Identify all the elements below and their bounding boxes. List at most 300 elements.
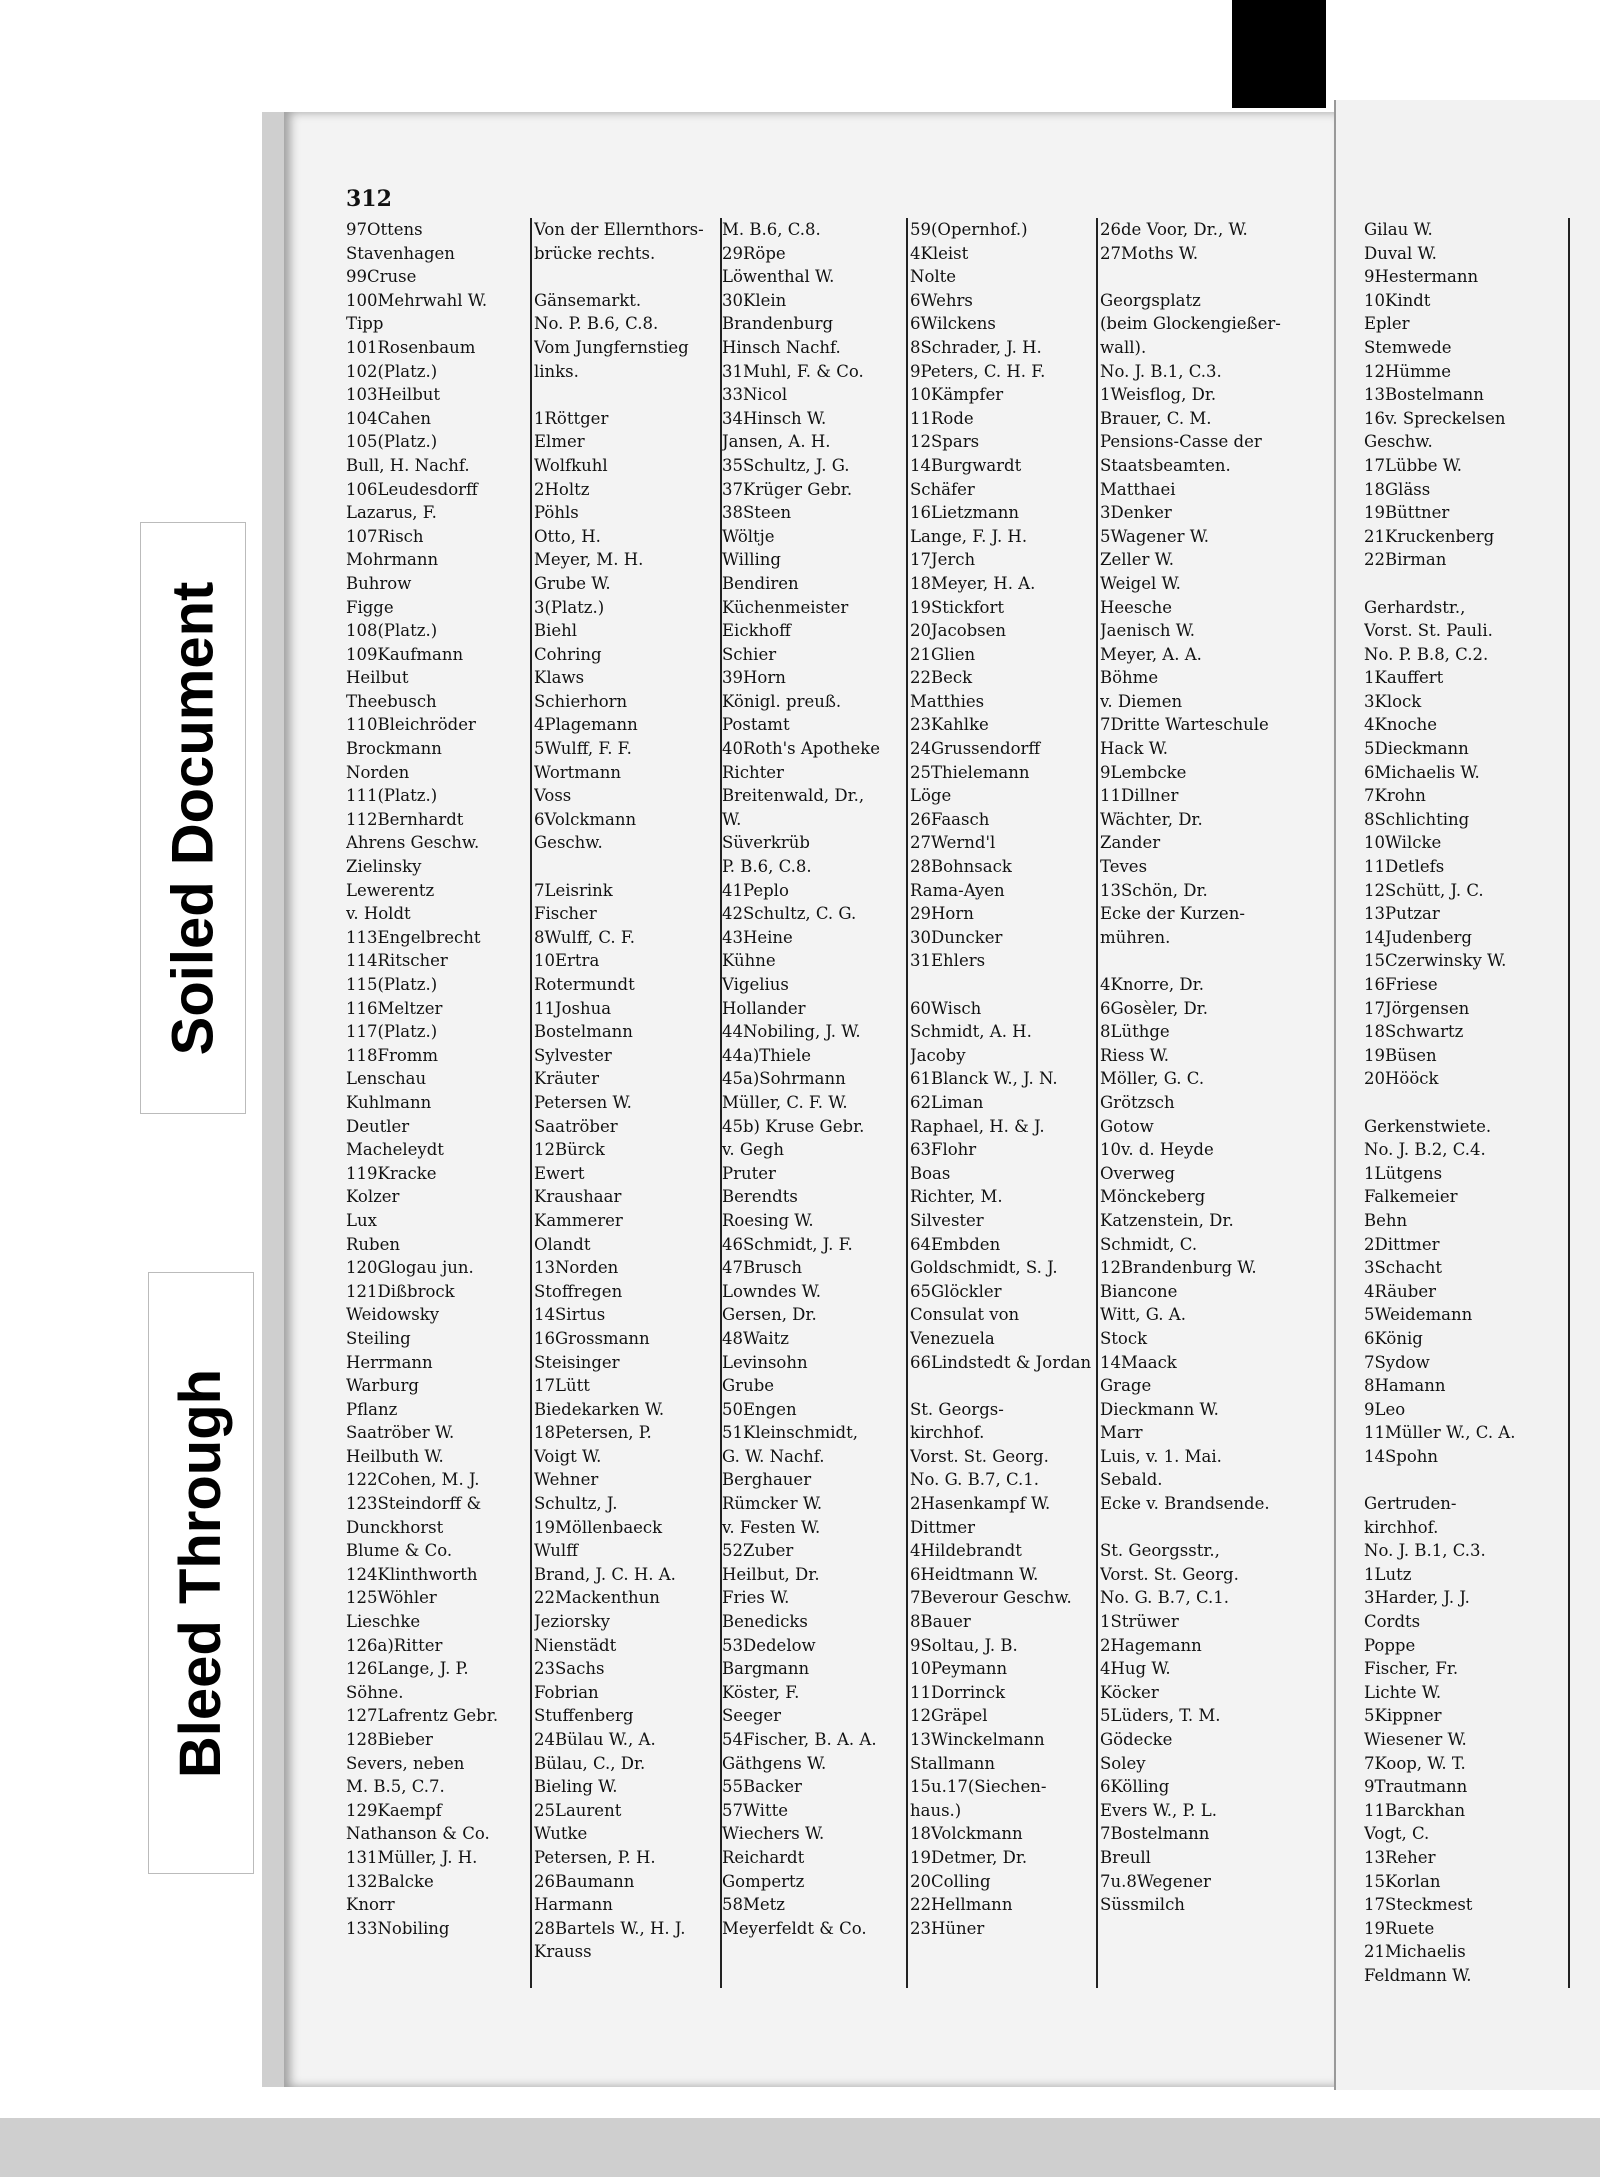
directory-entry: 20Colling: [910, 1871, 991, 1891]
directory-entry: 16Lietzmann: [910, 503, 1020, 523]
directory-entry: Behn: [1364, 1210, 1408, 1230]
directory-entry: G. W. Nachf.: [722, 1446, 825, 1466]
directory-entry: 17Jerch: [910, 550, 976, 570]
directory-entry: 17Lübbe W.: [1364, 455, 1463, 475]
directory-entry: 11Dorrinck: [910, 1682, 1006, 1702]
directory-entry: 119Kracke: [346, 1163, 437, 1183]
directory-entry: Gäthgens W.: [722, 1753, 827, 1773]
directory-entry: [534, 265, 714, 289]
directory-entry: 21Michaelis: [1364, 1942, 1466, 1962]
directory-entry: Ahrens Geschw.: [346, 833, 480, 853]
directory-entry: Voigt W.: [534, 1446, 602, 1466]
column-rule: [1568, 218, 1570, 1988]
directory-entry: [1100, 1516, 1285, 1540]
directory-entry: 18Schwartz: [1364, 1022, 1464, 1042]
directory-entry: v. Gegh: [722, 1140, 784, 1160]
bleed-through-label: [148, 1272, 254, 1874]
directory-entry: 129Kaempf: [346, 1800, 442, 1820]
directory-entry: kirchhof.: [910, 1423, 985, 1443]
directory-entry: Bülau, C., Dr.: [534, 1753, 646, 1773]
directory-entry: 4Knoche: [1364, 715, 1438, 735]
directory-entry: 8Hamann: [1364, 1376, 1446, 1396]
directory-entry: 133Nobiling: [346, 1918, 450, 1938]
soiled-document-text: Soiled Document: [160, 581, 226, 1055]
directory-entry: 110Bleichröder: [346, 715, 476, 735]
directory-entry: Zielinsky: [346, 857, 422, 877]
directory-entry: Dieckmann W.: [1100, 1399, 1219, 1419]
directory-entry: Steisinger: [534, 1352, 620, 1372]
directory-entry: Geschw.: [1364, 432, 1433, 452]
directory-entry: 13Bostelmann: [1364, 385, 1484, 405]
directory-entry: Silvester: [910, 1210, 984, 1230]
directory-entry: Mönckeberg: [1100, 1187, 1206, 1207]
directory-entry: 15Korlan: [1364, 1871, 1441, 1891]
directory-entry: Zeller W.: [1100, 550, 1175, 570]
directory-entry: Venezuela: [910, 1328, 995, 1348]
directory-entry: 18Volckmann: [910, 1824, 1023, 1844]
directory-entry: kirchhof.: [1364, 1517, 1439, 1537]
directory-entry: Rotermundt: [534, 975, 635, 994]
directory-entry: Heilbut, Dr.: [722, 1564, 820, 1584]
column-rule: [1096, 218, 1098, 1988]
directory-entry: Löge: [910, 786, 952, 806]
directory-entry: Brauer, C. M.: [1100, 408, 1212, 428]
directory-entry: Lieschke: [346, 1612, 421, 1632]
directory-entry: No. J. B.2, C.4.: [1364, 1140, 1486, 1160]
directory-entry: 8Lüthge: [1100, 1022, 1170, 1042]
directory-entry: 20Jacobsen: [910, 621, 1007, 641]
directory-entry: Lewerentz: [346, 880, 435, 900]
directory-entry: No. P. B.8, C.2.: [1364, 644, 1489, 664]
directory-entry: Grube: [722, 1376, 775, 1396]
directory-entry: 4Räuber: [1364, 1281, 1436, 1301]
page-number: 312: [346, 186, 392, 212]
directory-entry: Jeziorsky: [534, 1612, 610, 1632]
directory-entry: 1Lutz: [1364, 1564, 1412, 1584]
directory-entry: Cordts: [1364, 1612, 1421, 1632]
directory-entry: 44a)Thiele: [722, 1045, 811, 1065]
directory-entry: No. J. B.1, C.3.: [1364, 1541, 1486, 1561]
directory-column-4: [910, 218, 1096, 1998]
directory-entry: Bull, H. Nachf.: [346, 455, 470, 475]
directory-entry: 8Bauer: [910, 1612, 971, 1632]
directory-entry: Lenschau: [346, 1069, 427, 1089]
directory-entry: Köster, F.: [722, 1682, 800, 1702]
directory-entry: 4Plagemann: [534, 715, 638, 735]
directory-entry: St. Georgs-: [910, 1399, 1004, 1419]
directory-entry: Breull: [1100, 1847, 1151, 1867]
directory-entry: Knorr: [346, 1895, 395, 1915]
directory-entry: Ecke v. Brandsende.: [1100, 1494, 1270, 1514]
directory-entry: Fischer: [534, 904, 597, 924]
directory-entry: 26de Voor, Dr., W.: [1100, 220, 1248, 239]
directory-entry: Ruben: [346, 1234, 401, 1254]
directory-entry: Geschw.: [534, 833, 603, 853]
directory-entry: 103Heilbut: [346, 385, 441, 405]
directory-entry: Gerhardstr.,: [1364, 597, 1466, 617]
directory-entry: 23Hüner: [910, 1918, 985, 1938]
directory-entry: 14Burgwardt: [910, 455, 1022, 475]
column-rule: [906, 218, 908, 1988]
directory-entry: Jacoby: [910, 1045, 966, 1065]
directory-entry: 15u.17(Siechen-: [910, 1777, 1047, 1797]
directory-entry: Nienstädt: [534, 1635, 617, 1655]
directory-entry: No. P. B.6, C.8.: [534, 314, 659, 334]
directory-entry: Eickhoff: [722, 621, 791, 641]
directory-entry: 2Holtz: [534, 479, 590, 499]
directory-entry: wall).: [1100, 337, 1147, 357]
directory-entry: 35Schultz, J. G.: [722, 455, 850, 475]
directory-entry: Biancone: [1100, 1281, 1178, 1301]
directory-entry: 3Klock: [1364, 691, 1422, 711]
directory-entry: Kammerer: [534, 1210, 623, 1230]
directory-entry: haus.): [910, 1800, 962, 1820]
directory-entry: 25Thielemann: [910, 762, 1030, 782]
directory-entry: 6König: [1364, 1328, 1423, 1348]
directory-entry: 12Schütt, J. C.: [1364, 880, 1484, 900]
directory-entry: 7Bostelmann: [1100, 1824, 1210, 1844]
directory-entry: 28Bohnsack: [910, 857, 1012, 877]
directory-entry: 10Kämpfer: [910, 385, 1004, 405]
directory-entry: Schmidt, C.: [1100, 1234, 1198, 1254]
directory-entry: 22Beck: [910, 668, 973, 688]
directory-entry: Krauss: [534, 1942, 592, 1962]
directory-entry: Stemwede: [1364, 337, 1452, 357]
directory-entry: 22Hellmann: [910, 1895, 1013, 1915]
directory-entry: 7Beverour Geschw.: [910, 1588, 1072, 1608]
directory-entry: Levinsohn: [722, 1352, 808, 1372]
directory-entry: 17Lütt: [534, 1376, 590, 1396]
directory-entry: Seeger: [722, 1706, 782, 1726]
directory-entry: 122Cohen, M. J.: [346, 1470, 480, 1490]
directory-entry: Mohrmann: [346, 550, 439, 570]
directory-entry: 28Bartels W., H. J.: [534, 1918, 686, 1938]
directory-entry: Tipp: [346, 314, 384, 334]
directory-entry: 2Dittmer: [1364, 1234, 1440, 1254]
directory-entry: 19Büsen: [1364, 1045, 1437, 1065]
directory-entry: 45b) Kruse Gebr.: [722, 1116, 865, 1136]
directory-entry: 5Wagener W.: [1100, 526, 1210, 546]
directory-entry: Wächter, Dr.: [1100, 809, 1203, 829]
directory-entry: 14Sirtus: [534, 1305, 606, 1325]
directory-entry: 2Hasenkampf W.: [910, 1494, 1051, 1514]
directory-entry: Katzenstein, Dr.: [1100, 1210, 1234, 1230]
directory-entry: Vogt, C.: [1364, 1824, 1430, 1844]
directory-entry: 7u.8Wegener: [1100, 1871, 1211, 1891]
directory-entry: Breitenwald, Dr.,: [722, 786, 865, 806]
directory-entry: Wulff: [534, 1541, 578, 1561]
directory-entry: Epler: [1364, 314, 1410, 334]
directory-entry: Heilbut: [346, 668, 409, 688]
directory-entry: Böhme: [1100, 668, 1159, 688]
directory-entry: Goldschmidt, S. J.: [910, 1258, 1058, 1278]
directory-entry: 13Winckelmann: [910, 1730, 1045, 1749]
directory-entry: Witt, G. A.: [1100, 1305, 1186, 1325]
directory-entry: 30Duncker: [910, 927, 1003, 947]
directory-entry: 108(Platz.): [346, 621, 438, 641]
directory-entry: 6Gosèler, Dr.: [1100, 998, 1208, 1018]
directory-entry: [1100, 265, 1285, 289]
directory-entry: 31Muhl, F. & Co.: [722, 361, 864, 381]
directory-entry: 117(Platz.): [346, 1022, 438, 1042]
directory-entry: 102(Platz.): [346, 361, 438, 381]
directory-entry: Süssmilch: [1100, 1895, 1185, 1915]
directory-entry: 114Ritscher: [346, 951, 448, 971]
directory-entry: 5Lüders, T. M.: [1100, 1706, 1221, 1726]
directory-entry: W.: [722, 809, 742, 829]
directory-entry: 53Dedelow: [722, 1635, 816, 1655]
directory-entry: 6Wilckens: [910, 314, 996, 334]
directory-entry: 64Embden: [910, 1234, 1001, 1254]
directory-entry: 61Blanck W., J. N.: [910, 1069, 1058, 1089]
directory-entry: 29Röpe: [722, 243, 786, 263]
directory-entry: 7Krohn: [1364, 786, 1426, 806]
directory-entry: 66Lindstedt & Jordan: [910, 1352, 1092, 1372]
directory-entry: Heilbuth W.: [346, 1446, 444, 1466]
directory-entry: 13Norden: [534, 1258, 619, 1278]
directory-entry: Biedekarken W.: [534, 1399, 665, 1419]
directory-entry: Gersen, Dr.: [722, 1305, 817, 1325]
directory-entry: Königl. preuß.: [722, 691, 842, 711]
directory-entry: Matthies: [910, 691, 985, 711]
directory-entry: 127Lafrentz Gebr.: [346, 1706, 499, 1726]
directory-entry: 65Glöckler: [910, 1281, 1002, 1301]
directory-entry: brücke rechts.: [534, 243, 656, 263]
directory-entry: 1Röttger: [534, 408, 609, 428]
directory-entry: 7Dritte Warteschule: [1100, 715, 1269, 735]
directory-entry: 17Steckmest: [1364, 1895, 1473, 1915]
directory-entry: 16Grossmann: [534, 1328, 650, 1348]
directory-entry: Matthaei: [1100, 479, 1176, 499]
directory-entry: 14Maack: [1100, 1352, 1177, 1372]
directory-entry: 33Nicol: [722, 385, 788, 405]
directory-entry: Gerkenstwiete.: [1364, 1116, 1492, 1136]
directory-entry: 21Glien: [910, 644, 976, 664]
directory-entry: 19Ruete: [1364, 1918, 1435, 1938]
directory-entry: Grage: [1100, 1376, 1152, 1396]
directory-entry: 18Meyer, H. A.: [910, 573, 1036, 593]
directory-entry: 1Weisflog, Dr.: [1100, 385, 1217, 405]
directory-entry: Consulat von: [910, 1305, 1020, 1325]
directory-entry: Sebald.: [1100, 1470, 1163, 1490]
directory-entry: [534, 383, 714, 407]
directory-entry: Warburg: [346, 1376, 419, 1396]
directory-entry: Zander: [1100, 833, 1161, 853]
directory-entry: Bargmann: [722, 1659, 810, 1679]
directory-entry: Lange, F. J. H.: [910, 526, 1028, 546]
directory-entry: Rama-Ayen: [910, 880, 1005, 900]
bleed-through-text: Bleed Through: [168, 1368, 234, 1778]
directory-entry: Poppe: [1364, 1635, 1416, 1655]
directory-entry: 16Friese: [1364, 975, 1438, 994]
directory-entry: 4Hildebrandt: [910, 1541, 1022, 1561]
directory-entry: 10Ertra: [534, 951, 600, 971]
directory-entry: Meyer, A. A.: [1100, 644, 1202, 664]
directory-entry: 3(Platz.): [534, 597, 605, 617]
directory-entry: 9Leo: [1364, 1399, 1406, 1419]
directory-entry: No. J. B.1, C.3.: [1100, 361, 1222, 381]
directory-entry: 4Knorre, Dr.: [1100, 975, 1204, 994]
directory-entry: 126Lange, J. P.: [346, 1659, 469, 1679]
directory-entry: 106Leudesdorff: [346, 479, 478, 499]
directory-entry: 5Weidemann: [1364, 1305, 1473, 1325]
directory-entry: 23Sachs: [534, 1659, 605, 1679]
directory-entry: Richter, M.: [910, 1187, 1003, 1207]
directory-entry: Wehner: [534, 1470, 599, 1490]
directory-entry: [910, 1374, 1096, 1398]
directory-entry: 27Moths W.: [1100, 243, 1199, 263]
directory-entry: Lazarus, F.: [346, 503, 437, 523]
directory-entry: Roesing W.: [722, 1210, 814, 1230]
directory-entry: 112Bernhardt: [346, 809, 464, 829]
directory-entry: Löwenthal W.: [722, 267, 835, 287]
directory-entry: 126a)Ritter: [346, 1635, 443, 1655]
directory-entry: 31Ehlers: [910, 951, 986, 971]
directory-entry: Stallmann: [910, 1753, 996, 1773]
directory-entry: Hollander: [722, 998, 806, 1018]
directory-entry: Biehl: [534, 621, 578, 641]
directory-entry: 4Kleist: [910, 243, 969, 263]
directory-entry: 116Meltzer: [346, 998, 443, 1018]
directory-entry: Saatröber: [534, 1116, 618, 1136]
directory-entry: 24Grussendorff: [910, 739, 1041, 759]
directory-entry: Pflanz: [346, 1399, 398, 1419]
directory-entry: Gotow: [1100, 1116, 1154, 1136]
directory-entry: 97Ottens: [346, 220, 423, 239]
directory-entry: 5Kippner: [1364, 1706, 1442, 1726]
directory-entry: Hack W.: [1100, 739, 1169, 759]
directory-entry: Steiling: [346, 1328, 411, 1348]
directory-entry: 11Rode: [910, 408, 974, 428]
directory-entry: 17Jörgensen: [1364, 998, 1470, 1018]
directory-entry: Georgsplatz: [1100, 290, 1201, 310]
directory-column-3: [722, 218, 902, 1998]
directory-entry: Möller, G. C.: [1100, 1069, 1205, 1089]
directory-entry: 3Denker: [1100, 503, 1172, 523]
directory-entry: 6Volckmann: [534, 809, 637, 829]
directory-entry: 27Wernd'l: [910, 833, 996, 853]
directory-entry: Willing: [722, 550, 781, 570]
directory-entry: 54Fischer, B. A. A.: [722, 1730, 877, 1749]
directory-entry: Söhne.: [346, 1682, 404, 1702]
directory-entry: Vorst. St. Georg.: [1100, 1564, 1239, 1584]
directory-entry: 7Koop, W. T.: [1364, 1753, 1466, 1773]
directory-entry: v. Holdt: [346, 904, 411, 924]
directory-entry: Staatsbeamten.: [1100, 455, 1231, 475]
directory-entry: 8Schrader, J. H.: [910, 337, 1042, 357]
directory-entry: 10Wilcke: [1364, 833, 1442, 853]
directory-entry: 15Czerwinsky W.: [1364, 951, 1507, 971]
directory-entry: 47Brusch: [722, 1258, 802, 1278]
directory-entry: 109Kaufmann: [346, 644, 464, 664]
directory-entry: 11Joshua: [534, 998, 612, 1018]
directory-entry: [534, 855, 714, 879]
directory-entry: 12Hümme: [1364, 361, 1452, 381]
directory-entry: Falkemeier: [1364, 1187, 1458, 1207]
directory-entry: Stoffregen: [534, 1281, 623, 1301]
directory-entry: 21Kruckenberg: [1364, 526, 1495, 546]
directory-entry: Fobrian: [534, 1682, 599, 1702]
directory-entry: 1Strüwer: [1100, 1612, 1179, 1632]
directory-entry: 5Dieckmann: [1364, 739, 1469, 759]
directory-entry: 22Mackenthun: [534, 1588, 660, 1608]
directory-entry: Boas: [910, 1163, 951, 1183]
directory-entry: 10Kindt: [1364, 290, 1431, 310]
directory-entry: 12Brandenburg W.: [1100, 1258, 1257, 1278]
directory-entry: 124Klinthworth: [346, 1564, 478, 1584]
directory-entry: 40Roth's Apotheke: [722, 739, 881, 759]
directory-entry: Gertruden-: [1364, 1494, 1457, 1514]
directory-entry: Grube W.: [534, 573, 611, 593]
directory-entry: Nolte: [910, 267, 957, 287]
directory-entry: Severs, neben: [346, 1753, 465, 1773]
directory-entry: Theebusch: [346, 691, 437, 711]
directory-entry: (beim Glockengießer-: [1100, 314, 1281, 334]
directory-entry: Berghauer: [722, 1470, 812, 1490]
directory-entry: 9Peters, C. H. F.: [910, 361, 1046, 381]
directory-entry: 7Sydow: [1364, 1352, 1430, 1372]
directory-entry: Meyer, M. H.: [534, 550, 644, 570]
directory-entry: 123Steindorff &: [346, 1494, 482, 1514]
directory-entry: 111(Platz.): [346, 786, 438, 806]
column-rule: [530, 218, 532, 1988]
directory-entry: Lux: [346, 1210, 377, 1230]
directory-entry: 48Waitz: [722, 1328, 789, 1348]
directory-entry: Kraushaar: [534, 1187, 622, 1207]
directory-entry: 113Engelbrecht: [346, 927, 481, 947]
directory-entry: Schultz, J.: [534, 1494, 618, 1514]
directory-entry: Cohring: [534, 644, 602, 664]
directory-entry: M. B.5, C.7.: [346, 1777, 445, 1797]
directory-entry: 42Schultz, C. G.: [722, 904, 857, 924]
directory-entry: Süverkrüb: [722, 833, 810, 853]
directory-entry: Petersen, P. H.: [534, 1847, 656, 1867]
directory-entry: Wiesener W.: [1364, 1730, 1467, 1749]
directory-entry: 38Steen: [722, 503, 792, 523]
directory-entry: 57Witte: [722, 1800, 788, 1820]
directory-entry: Stavenhagen: [346, 243, 455, 263]
directory-entry: Vorst. St. Pauli.: [1364, 621, 1493, 641]
directory-entry: 132Balcke: [346, 1871, 434, 1891]
directory-entry: 60Wisch: [910, 998, 982, 1018]
directory-entry: Dittmer: [910, 1517, 976, 1537]
directory-entry: 14Spohn: [1364, 1446, 1439, 1466]
directory-entry: 63Flohr: [910, 1140, 977, 1160]
directory-entry: 46Schmidt, J. F.: [722, 1234, 853, 1254]
directory-entry: Schäfer: [910, 479, 975, 499]
directory-entry: Marr: [1100, 1423, 1143, 1443]
directory-column-2: [534, 218, 714, 1998]
directory-entry: Deutler: [346, 1116, 410, 1136]
directory-entry: Feldmann W.: [1364, 1965, 1472, 1985]
directory-entry: Figge: [346, 597, 394, 617]
directory-entry: 6Heidtmann W.: [910, 1564, 1039, 1584]
directory-entry: 18Petersen, P.: [534, 1423, 652, 1443]
directory-entry: Norden: [346, 762, 410, 782]
directory-entry: 13Reher: [1364, 1847, 1436, 1867]
directory-entry: Ewert: [534, 1163, 585, 1183]
directory-entry: 16v. Spreckelsen: [1364, 408, 1506, 428]
directory-entry: 6Wehrs: [910, 290, 973, 310]
directory-entry: Hinsch Nachf.: [722, 337, 841, 357]
directory-entry: mühren.: [1100, 927, 1171, 947]
directory-entry: 43Heine: [722, 927, 793, 947]
directory-entry: Kuhlmann: [346, 1092, 432, 1112]
directory-entry: St. Georgsstr.,: [1100, 1541, 1220, 1561]
directory-entry: Petersen W.: [534, 1092, 632, 1112]
scan-bottom-edge: [0, 2118, 1600, 2177]
directory-entry: 4Hug W.: [1100, 1659, 1171, 1679]
